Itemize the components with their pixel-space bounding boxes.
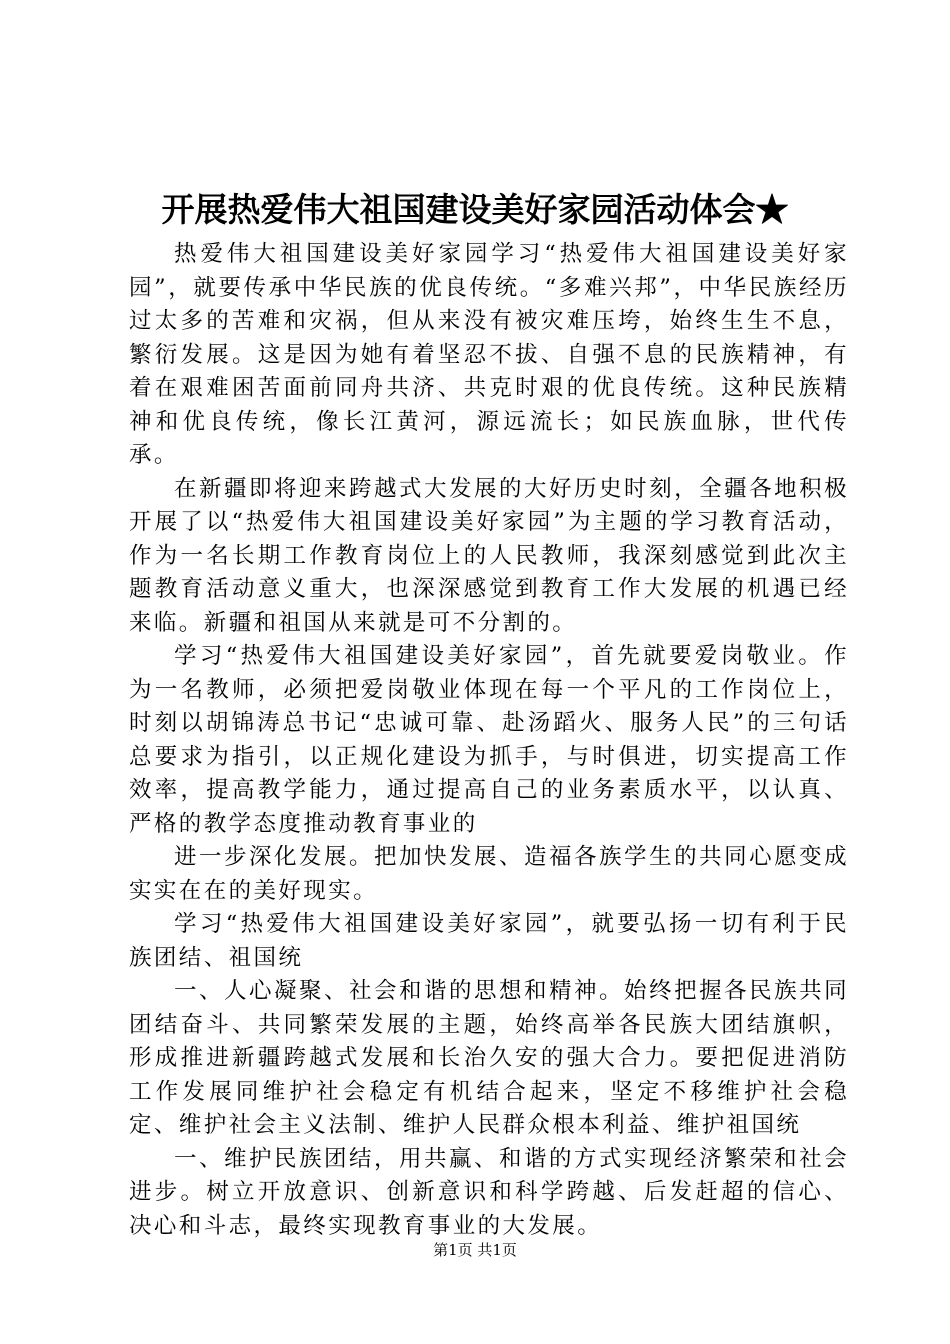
paragraph-6: 一、人心凝聚、社会和谐的思想和精神。始终把握各民族共同团结奋斗、共同繁荣发展的主题，始终高举各民族大团结旗帜，形成推进新疆跨越式发展和长治久安的强大合力。要把促进消防工作发展同维护社会稳定有机结合起来，坚定不移维护社会稳定、维护社会主义法制、维护人民群众根本利益、维护祖国统 bbox=[129, 978, 849, 1138]
paragraph-5: 学习“热爱伟大祖国建设美好家园”，就要弘扬一切有利于民族团结、祖国统 bbox=[129, 911, 849, 971]
page-footer: 第1页 共1页 bbox=[433, 1241, 517, 1259]
paragraph-2: 在新疆即将迎来跨越式大发展的大好历史时刻，全疆各地积极开展了以“热爱伟大祖国建设美好家园”为主题的学习教育活动，作为一名长期工作教育岗位上的人民教师，我深刻感觉到此次主题教育活动意义重大，也深深感觉到教育工作大发展的机遇已经来临。新疆和祖国从来就是可不分割的。 bbox=[129, 475, 849, 636]
paragraph-1: 热爱伟大祖国建设美好家园学习“热爱伟大祖国建设美好家园”，就要传承中华民族的优良传统。“多难兴邦”，中华民族经历过太多的苦难和灾祸，但从来没有被灾难压垮，始终生生不息，繁衍发展。这是因为她有着坚忍不拔、自强不息的民族精神，有着在艰难困苦面前同舟共济、共克时艰的优良传统。这种民族精神和优良传统，像长江黄河，源远流长；如民族血脉，世代传承。 bbox=[129, 241, 849, 468]
paragraph-7: 一、维护民族团结，用共赢、和谐的方式实现经济繁荣和社会进步。树立开放意识、创新意识和科学跨越、后发赶超的信心、决心和斗志，最终实现教育事业的大发展。 bbox=[129, 1145, 849, 1239]
paragraph-4: 进一步深化发展。把加快发展、造福各族学生的共同心愿变成实实在在的美好现实。 bbox=[129, 844, 849, 904]
document-body bbox=[129, 238, 849, 1243]
document-title: 开展热爱伟大祖国建设美好家园活动体会★ bbox=[161, 190, 789, 229]
paragraph-3: 学习“热爱伟大祖国建设美好家园”，首先就要爱岗敬业。作为一名教师，必须把爱岗敬业体现在每一个平凡的工作岗位上，时刻以胡锦涛总书记“忠诚可靠、赴汤蹈火、服务人民”的三句话总要求为指引，以正规化建设为抓手，与时俱进，切实提高工作效率，提高教学能力，通过提高自己的业务素质水平，以认真、严格的教学态度推动教育事业的 bbox=[129, 643, 849, 837]
